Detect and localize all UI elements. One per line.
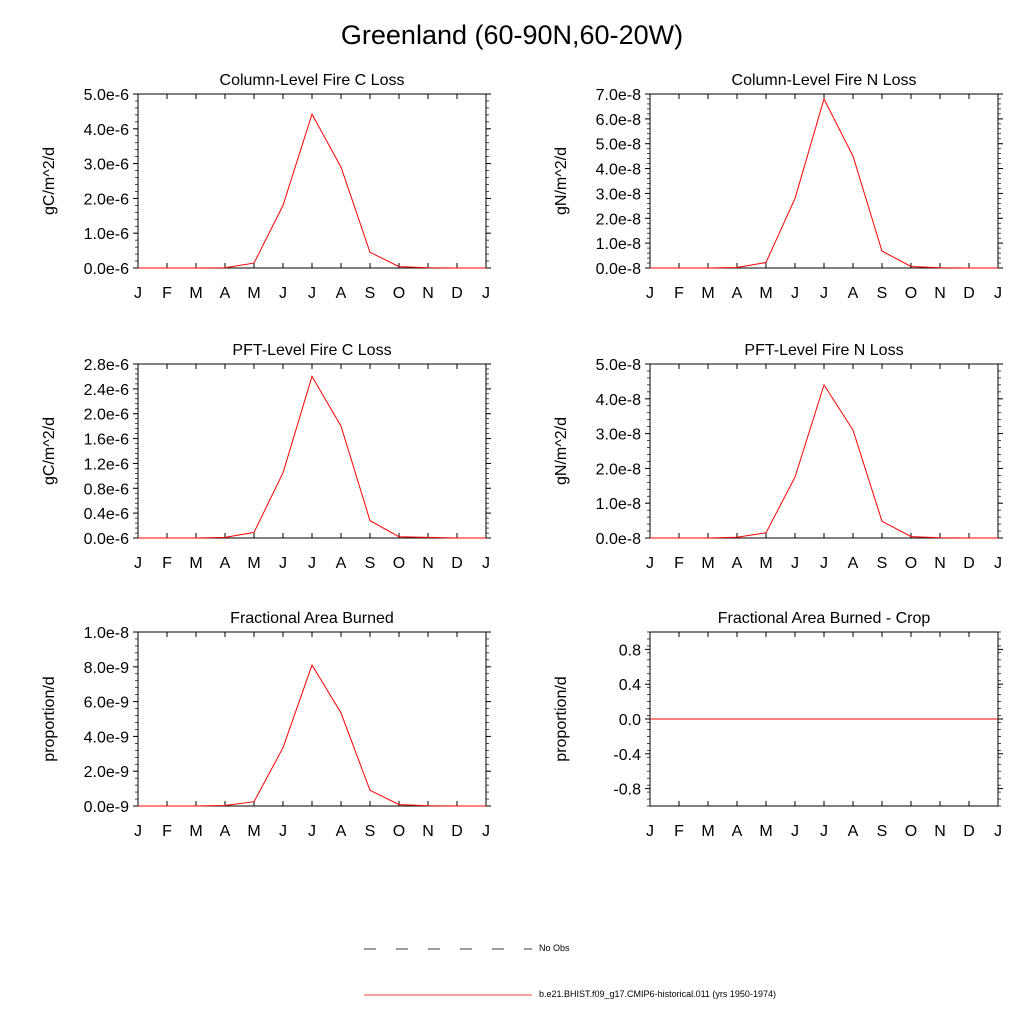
y-tick-label: 6.0e-8 [595, 111, 641, 129]
y-tick-label: 0.0e-8 [595, 261, 641, 278]
chart-panel-column-n-loss [512, 65, 1024, 310]
legend-item-model [364, 988, 1004, 1002]
x-tick-label: J [994, 823, 1002, 840]
x-tick-label: D [963, 555, 975, 572]
x-tick-label: N [422, 285, 434, 302]
y-tick-label: 0.4 [618, 677, 641, 695]
y-tick-label: 3.0e-6 [83, 156, 129, 174]
y-tick-label: 5.0e-6 [83, 87, 129, 104]
y-tick-label: 0.0e-6 [83, 261, 129, 278]
x-tick-label: M [759, 285, 773, 302]
x-tick-label: N [934, 555, 946, 572]
x-tick-label: S [364, 555, 376, 572]
chart-panel-column-c-loss [0, 65, 512, 310]
x-tick-label: D [451, 285, 463, 302]
y-tick-label: 3.0e-8 [595, 186, 641, 204]
x-tick-label: J [134, 285, 142, 302]
plot-frame [138, 94, 486, 268]
y-tick-label: 4.0e-9 [83, 729, 129, 747]
y-tick-label: 1.0e-6 [83, 226, 129, 244]
x-tick-label: F [674, 823, 684, 840]
x-tick-label: A [219, 823, 231, 840]
series-line [138, 376, 486, 538]
chart-title: PFT-Level Fire C Loss [232, 342, 392, 359]
x-tick-label: A [335, 555, 347, 572]
series-line [138, 114, 486, 268]
x-tick-label: D [963, 823, 975, 840]
y-axis-label: proportion/d [41, 676, 58, 762]
y-tick-label: 1.0e-8 [595, 496, 641, 514]
x-tick-label: F [162, 285, 172, 302]
chart-group [553, 72, 1003, 302]
y-tick-label: 1.6e-6 [83, 431, 129, 449]
y-tick-label: 2.4e-6 [83, 381, 129, 399]
y-tick-label: 7.0e-8 [595, 87, 641, 104]
legend-item-no-obs [364, 942, 664, 956]
x-tick-label: S [364, 823, 376, 840]
x-tick-label: A [847, 823, 859, 840]
legend-label-model: b.e21.BHIST.f09_g17.CMIP6-historical.011 (yrs 1950-1974) [539, 989, 776, 999]
x-tick-label: A [219, 285, 231, 302]
x-tick-label: D [451, 555, 463, 572]
y-tick-label: 0.0 [618, 712, 641, 729]
x-tick-label: J [134, 555, 142, 572]
x-tick-label: A [847, 285, 859, 302]
chart-group [41, 72, 491, 302]
x-tick-label: A [731, 285, 743, 302]
x-tick-label: J [482, 555, 490, 572]
chart-title: Column-Level Fire C Loss [219, 72, 405, 89]
x-tick-label: J [820, 555, 828, 572]
y-tick-label: 1.0e-8 [595, 236, 641, 254]
y-tick-label: 5.0e-8 [595, 357, 641, 374]
x-tick-label: S [876, 555, 888, 572]
y-axis-label: gC/m^2/d [41, 147, 58, 215]
x-tick-label: J [994, 285, 1002, 302]
chart-panel-fractional-area-burned [0, 603, 512, 848]
plot-frame [650, 94, 998, 268]
y-axis-label: gC/m^2/d [41, 417, 58, 485]
x-tick-label: J [646, 285, 654, 302]
x-tick-label: J [820, 285, 828, 302]
x-tick-label: N [422, 555, 434, 572]
x-tick-label: M [189, 823, 203, 840]
y-tick-label: 2.8e-6 [83, 357, 129, 374]
x-tick-label: J [791, 823, 799, 840]
x-tick-label: A [335, 285, 347, 302]
x-tick-label: A [335, 823, 347, 840]
y-tick-label: 0.0e-6 [83, 531, 129, 548]
x-tick-label: O [904, 555, 918, 572]
y-tick-label: 0.8e-6 [83, 481, 129, 499]
page-title: Greenland (60-90N,60-20W) [340, 20, 684, 50]
y-tick-label: 2.0e-6 [83, 191, 129, 209]
y-tick-label: 6.0e-9 [83, 694, 129, 712]
x-tick-label: A [731, 823, 743, 840]
x-tick-label: M [701, 823, 715, 840]
series-line [650, 99, 998, 268]
x-tick-label: O [392, 285, 406, 302]
x-tick-label: M [759, 555, 773, 572]
x-tick-label: F [162, 555, 172, 572]
x-tick-label: J [791, 285, 799, 302]
y-tick-label: 2.0e-6 [83, 406, 129, 424]
x-tick-label: J [134, 823, 142, 840]
x-tick-label: F [674, 285, 684, 302]
y-tick-label: 2.0e-8 [595, 461, 641, 479]
x-tick-label: O [904, 823, 918, 840]
y-tick-label: 4.0e-8 [595, 391, 641, 409]
x-tick-label: M [189, 555, 203, 572]
chart-title: Column-Level Fire N Loss [731, 72, 917, 89]
x-tick-label: J [482, 285, 490, 302]
x-tick-label: J [482, 823, 490, 840]
y-tick-label: 3.0e-8 [595, 426, 641, 444]
legend-label-no-obs: No Obs [539, 943, 570, 953]
x-tick-label: M [247, 285, 261, 302]
x-tick-label: M [701, 555, 715, 572]
chart-title: Fractional Area Burned - Crop [717, 610, 931, 627]
plot-frame [138, 364, 486, 538]
x-tick-label: S [876, 285, 888, 302]
y-tick-label: 0.0e-9 [83, 799, 129, 816]
x-tick-label: J [279, 823, 287, 840]
x-tick-label: N [934, 285, 946, 302]
chart-title: PFT-Level Fire N Loss [744, 342, 904, 359]
x-tick-label: M [247, 555, 261, 572]
chart-panel-pft-n-loss [512, 335, 1024, 580]
y-tick-label: 1.0e-8 [83, 625, 129, 642]
x-tick-label: A [847, 555, 859, 572]
x-tick-label: O [392, 555, 406, 572]
y-tick-label: 2.0e-8 [595, 211, 641, 229]
y-tick-label: -0.8 [613, 781, 641, 799]
x-tick-label: J [308, 823, 316, 840]
x-tick-label: J [308, 285, 316, 302]
chart-group [553, 610, 1003, 840]
x-tick-label: J [279, 285, 287, 302]
chart-group [553, 342, 1003, 572]
x-tick-label: S [364, 285, 376, 302]
x-tick-label: M [701, 285, 715, 302]
y-tick-label: 5.0e-8 [595, 136, 641, 154]
x-tick-label: S [876, 823, 888, 840]
solid-line-swatch [364, 988, 534, 1002]
x-tick-label: A [731, 555, 743, 572]
series-line [650, 385, 998, 538]
y-tick-label: 0.8 [618, 642, 641, 660]
dashed-line-swatch [364, 942, 534, 956]
y-tick-label: 2.0e-9 [83, 764, 129, 782]
y-tick-label: 0.0e-8 [595, 531, 641, 548]
x-tick-label: M [189, 285, 203, 302]
y-tick-label: 1.2e-6 [83, 456, 129, 474]
x-tick-label: J [646, 823, 654, 840]
chart-panel-pft-c-loss [0, 335, 512, 580]
x-tick-label: A [219, 555, 231, 572]
x-tick-label: F [674, 555, 684, 572]
x-tick-label: J [994, 555, 1002, 572]
x-tick-label: M [247, 823, 261, 840]
chart-group [41, 610, 491, 840]
x-tick-label: J [791, 555, 799, 572]
x-tick-label: O [904, 285, 918, 302]
y-axis-label: gN/m^2/d [553, 417, 570, 485]
x-tick-label: N [934, 823, 946, 840]
y-tick-label: 0.4e-6 [83, 506, 129, 524]
x-tick-label: J [279, 555, 287, 572]
y-tick-label: 4.0e-6 [83, 121, 129, 139]
x-tick-label: D [451, 823, 463, 840]
x-tick-label: F [162, 823, 172, 840]
x-tick-label: J [646, 555, 654, 572]
series-line [138, 665, 486, 806]
y-tick-label: 8.0e-9 [83, 659, 129, 677]
chart-panel-fractional-area-burned-crop [512, 603, 1024, 848]
chart-title: Fractional Area Burned [230, 610, 394, 627]
x-tick-label: M [759, 823, 773, 840]
x-tick-label: O [392, 823, 406, 840]
y-tick-label: -0.4 [613, 746, 641, 764]
plot-frame [138, 632, 486, 806]
x-tick-label: J [308, 555, 316, 572]
y-axis-label: gN/m^2/d [553, 147, 570, 215]
y-axis-label: proportion/d [553, 676, 570, 762]
x-tick-label: N [422, 823, 434, 840]
chart-group [41, 342, 491, 572]
x-tick-label: D [963, 285, 975, 302]
y-tick-label: 4.0e-8 [595, 161, 641, 179]
x-tick-label: J [820, 823, 828, 840]
plot-frame [650, 364, 998, 538]
